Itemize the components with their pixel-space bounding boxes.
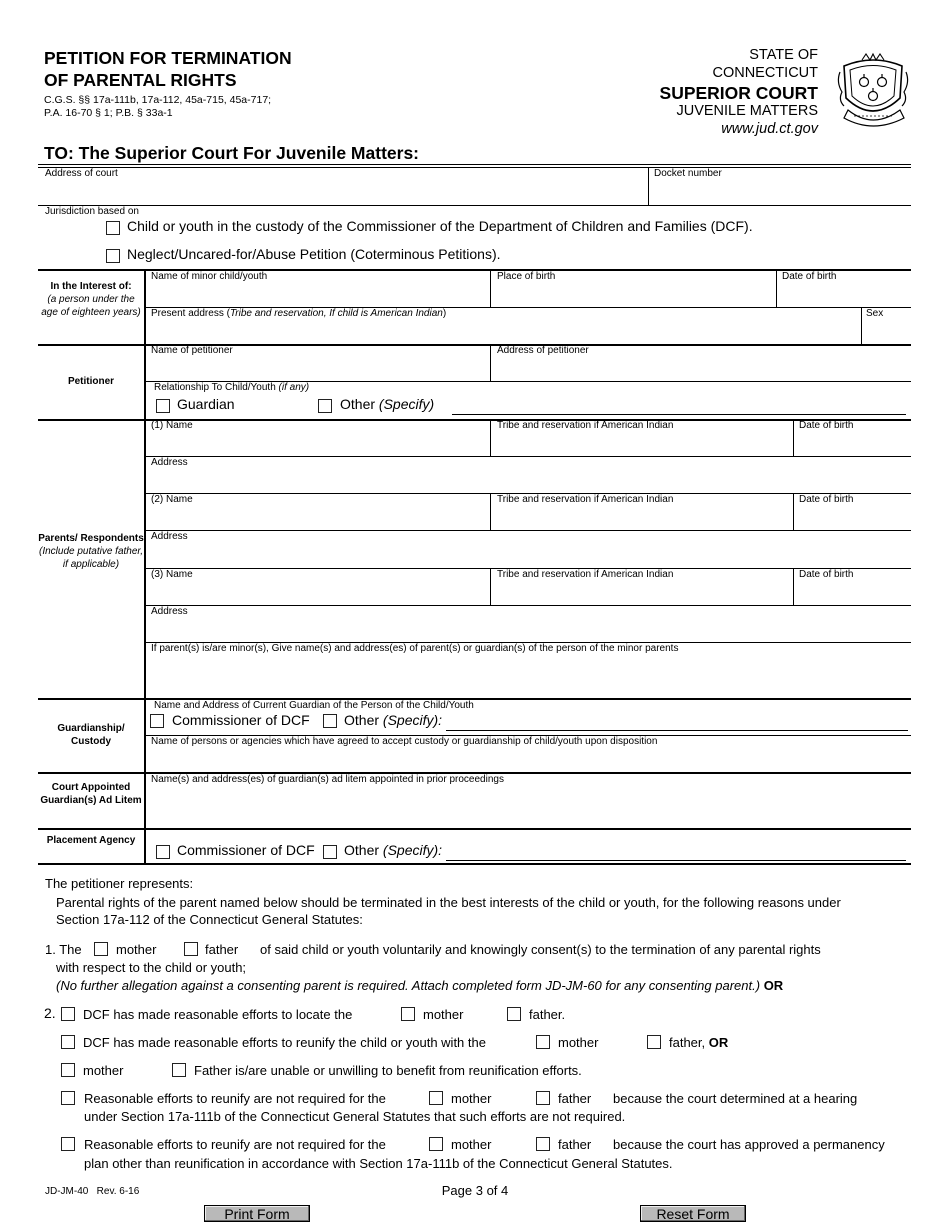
gal-section-title: Court Appointed Guardian(s) Ad Litem [40, 782, 142, 806]
parent3-address-label: Address [151, 606, 188, 617]
intro-line1: Parental rights of the parent named below should be terminated in the best interests of the child or youth, for the following reasons under [56, 895, 841, 910]
gal-field[interactable] [148, 787, 908, 825]
item1-line2: with respect to the child or youth; [56, 960, 247, 975]
court-website: www.jud.ct.gov [721, 121, 818, 137]
sex-label: Sex [866, 308, 884, 319]
parent1-tribe-field[interactable] [494, 433, 790, 455]
item2-reunify-mother-label: mother [558, 1035, 599, 1050]
parent3-tribe-label: Tribe and reservation if American Indian [497, 569, 674, 580]
agreed-custody-field[interactable] [148, 749, 908, 771]
item2-locate-text: DCF has made reasonable efforts to locate the [83, 1007, 353, 1022]
petitioner-section-title: Petitioner [67, 376, 115, 387]
parent2-address-label: Address [151, 531, 188, 542]
parent3-address-field[interactable] [148, 619, 908, 641]
item2-permanency-father-label: father [558, 1137, 592, 1152]
relationship-other-specify-line[interactable] [452, 414, 906, 415]
current-guardian-label: Name and Address of Current Guardian of the Person of the Child/Youth [154, 700, 474, 711]
present-address-label: Present address (Tribe and reservation, If child is American Indian) [151, 308, 447, 319]
item2-unable-mother-checkbox[interactable] [61, 1063, 75, 1077]
parent2-dob-field[interactable] [796, 507, 909, 529]
item2-permanency-checkbox[interactable] [61, 1137, 75, 1151]
item2-unable-mother-label: mother [83, 1063, 124, 1078]
item2-permanency-text: Reasonable efforts to reunify are not required for the [84, 1137, 386, 1152]
item2-hearing-mother-label: mother [451, 1091, 492, 1106]
docket-number-field[interactable] [650, 180, 910, 204]
item2-unable-father-checkbox[interactable] [172, 1063, 186, 1077]
parent2-name-label: (2) Name [151, 494, 193, 505]
statutes-line1: C.G.S. §§ 17a-111b, 17a-112, 45a-715, 45a-717; [44, 94, 272, 106]
parent2-address-field[interactable] [148, 544, 908, 566]
address-of-court-field[interactable] [40, 180, 646, 204]
placement-other-specify-line[interactable] [446, 860, 906, 861]
item2-hearing-reason: because the court determined at a hearing [613, 1091, 858, 1106]
item2-permanency-mother-label: mother [451, 1137, 492, 1152]
item1-text: of said child or youth voluntarily and knowingly consent(s) to the termination of any parental rights [260, 942, 821, 957]
jurisdiction-label: Jurisdiction based on [45, 206, 139, 217]
form-id: JD-JM-40 Rev. 6-16 [45, 1186, 140, 1197]
item2-reunify-mother-checkbox[interactable] [536, 1035, 550, 1049]
relationship-other-checkbox[interactable] [318, 399, 332, 413]
petitioner-name-label: Name of petitioner [151, 345, 233, 356]
interest-section-title: In the Interest of: [50, 281, 132, 292]
placement-other-option: Other (Specify): [344, 842, 443, 858]
guardian-dcf-checkbox[interactable] [150, 714, 164, 728]
place-of-birth-field[interactable] [494, 284, 774, 306]
item2-permanency-line2: plan other than reunification in accordance with Section 17a-111b of the Connecticut General Statutes. [84, 1156, 673, 1171]
petitioner-name-field[interactable] [148, 358, 488, 380]
form-title-line1: PETITION FOR TERMINATION [44, 48, 292, 68]
item2-permanency-father-checkbox[interactable] [536, 1137, 550, 1151]
parents-section-title: Parents/ Respondents [38, 533, 144, 544]
item2-hearing-text: Reasonable efforts to reunify are not required for the [84, 1091, 386, 1106]
parent1-address-label: Address [151, 457, 188, 468]
item2-number: 2. [44, 1005, 56, 1021]
relationship-guardian-option: Guardian [177, 396, 235, 412]
parent1-name-field[interactable] [148, 433, 488, 455]
minor-parents-field[interactable] [148, 656, 908, 696]
to-line: TO: The Superior Court For Juvenile Matters: [44, 143, 420, 163]
guardian-other-option: Other (Specify): [344, 712, 443, 728]
parent3-name-field[interactable] [148, 582, 488, 604]
relationship-label: Relationship To Child/Youth (if any) [154, 382, 310, 393]
item1-number: 1. The [45, 942, 82, 957]
guardian-other-specify-line[interactable] [446, 730, 908, 731]
jurisdiction-dcf-option: Child or youth in the custody of the Commissioner of the Department of Children and Families (DCF). [127, 218, 753, 234]
item2-locate-mother-checkbox[interactable] [401, 1007, 415, 1021]
item2-hearing-father-label: father [558, 1091, 592, 1106]
item2-locate-checkbox[interactable] [61, 1007, 75, 1021]
item1-father-checkbox[interactable] [184, 942, 198, 956]
item1-note-row: (No further allegation against a consenting parent is required. Attach completed form JD-JM-60 for any consenting parent.) OR [56, 978, 784, 993]
item1-mother-checkbox[interactable] [94, 942, 108, 956]
sex-field[interactable] [864, 321, 910, 343]
present-address-field[interactable] [148, 321, 858, 343]
parent3-dob-field[interactable] [796, 582, 909, 604]
parent1-tribe-label: Tribe and reservation if American Indian [497, 420, 674, 431]
jurisdiction-neglect-checkbox[interactable] [106, 249, 120, 263]
represents-text: The petitioner represents: [45, 876, 194, 891]
form-title-line2: OF PARENTAL RIGHTS [44, 70, 237, 90]
parent3-dob-label: Date of birth [799, 569, 854, 580]
item2-reunify-father-checkbox[interactable] [647, 1035, 661, 1049]
item1-father-label: father [205, 942, 239, 957]
item2-hearing-checkbox[interactable] [61, 1091, 75, 1105]
item2-locate-mother-label: mother [423, 1007, 464, 1022]
court-division: JUVENILE MATTERS [676, 103, 818, 119]
relationship-other-option: Other (Specify) [340, 396, 435, 412]
reset-form-button[interactable]: Reset Form [640, 1205, 746, 1222]
item2-reunify-checkbox[interactable] [61, 1035, 75, 1049]
item2-unable-text: Father is/are unable or unwilling to benefit from reunification efforts. [194, 1063, 582, 1078]
interest-section-note: (a person under the age of eighteen years) [41, 294, 141, 318]
item2-reunify-text: DCF has made reasonable efforts to reunify the child or youth with the [83, 1035, 486, 1050]
address-of-court-label: Address of court [45, 168, 118, 179]
state-line1: STATE OF [749, 47, 818, 63]
item2-hearing-line2: under Section 17a-111b of the Connecticut General Statutes that such efforts are not required. [84, 1109, 626, 1124]
petitioner-address-field[interactable] [494, 358, 908, 380]
placement-dcf-checkbox[interactable] [156, 845, 170, 859]
state-line2: CONNECTICUT [712, 65, 818, 81]
item2-permanency-reason: because the court has approved a permanency [613, 1137, 885, 1152]
parent3-tribe-field[interactable] [494, 582, 790, 604]
gal-label: Name(s) and address(es) of guardian(s) ad litem appointed in prior proceedings [151, 774, 504, 785]
placement-section-title: Placement Agency [46, 835, 136, 846]
page-number: Page 3 of 4 [441, 1183, 509, 1198]
item2-reunify-father-label: father, OR [669, 1035, 729, 1050]
relationship-guardian-checkbox[interactable] [156, 399, 170, 413]
parent1-name-label: (1) Name [151, 420, 193, 431]
court-name: SUPERIOR COURT [659, 83, 818, 103]
item2-hearing-mother-checkbox[interactable] [429, 1091, 443, 1105]
item1-mother-label: mother [116, 942, 157, 957]
parent1-dob-label: Date of birth [799, 420, 854, 431]
print-form-button[interactable]: Print Form [204, 1205, 310, 1222]
jurisdiction-dcf-checkbox[interactable] [106, 221, 120, 235]
parent1-dob-field[interactable] [796, 433, 909, 455]
parent2-name-field[interactable] [148, 507, 488, 529]
child-dob-label: Date of birth [782, 271, 837, 282]
parent2-tribe-label: Tribe and reservation if American Indian [497, 494, 674, 505]
guardian-other-checkbox[interactable] [323, 714, 337, 728]
item2-hearing-father-checkbox[interactable] [536, 1091, 550, 1105]
petitioner-address-label: Address of petitioner [497, 345, 589, 356]
child-name-label: Name of minor child/youth [151, 271, 268, 282]
parent2-dob-label: Date of birth [799, 494, 854, 505]
minor-parents-label: If parent(s) is/are minor(s), Give name(s) and address(es) of parent(s) or guardian(s) of the person of the minor parents [151, 643, 679, 654]
placement-other-checkbox[interactable] [323, 845, 337, 859]
guardian-dcf-option: Commissioner of DCF [172, 712, 310, 728]
parent3-name-label: (3) Name [151, 569, 193, 580]
parent2-tribe-field[interactable] [494, 507, 790, 529]
item2-locate-father-checkbox[interactable] [507, 1007, 521, 1021]
child-name-field[interactable] [148, 284, 488, 306]
item2-locate-father-label: father. [529, 1007, 566, 1022]
parents-section-note: (Include putative father, if applicable) [39, 546, 143, 570]
jurisdiction-neglect-option: Neglect/Uncared-for/Abuse Petition (Coterminous Petitions). [127, 246, 501, 262]
statutes-line2: P.A. 16-70 § 1; P.B. § 33a-1 [44, 107, 173, 119]
item2-permanency-mother-checkbox[interactable] [429, 1137, 443, 1151]
docket-number-label: Docket number [654, 168, 722, 179]
place-of-birth-label: Place of birth [497, 271, 556, 282]
parent1-address-field[interactable] [148, 470, 908, 492]
guardianship-section-title: Guardianship/ Custody [57, 723, 125, 747]
connecticut-state-seal-icon [834, 52, 912, 128]
child-dob-field[interactable] [779, 284, 909, 306]
agreed-custody-label: Name of persons or agencies which have agreed to accept custody or guardianship of child/youth upon disposition [151, 736, 658, 747]
placement-dcf-option: Commissioner of DCF [177, 842, 315, 858]
intro-line2: Section 17a-112 of the Connecticut General Statutes: [56, 912, 363, 927]
